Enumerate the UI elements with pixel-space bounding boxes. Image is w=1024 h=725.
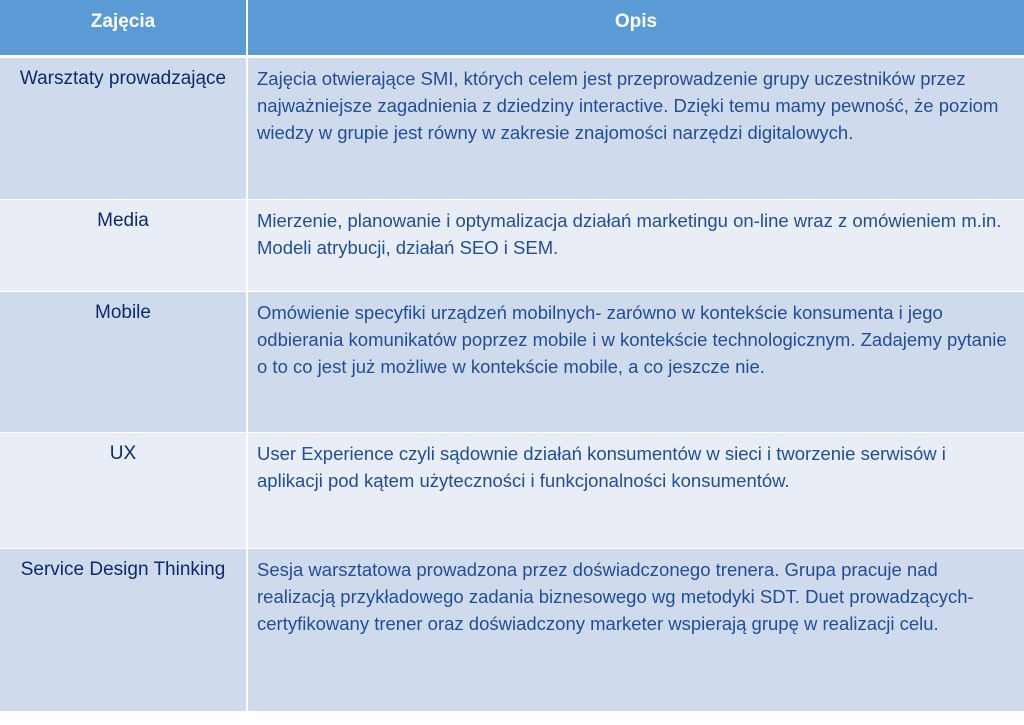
row-desc-mobile: Omówienie specyfiki urządzeń mobilnych- zarówno w kontekście konsumenta i jego odbierania komunikatów poprzez mobile i w kontekście technologicznym. Zadajemy pytanie o to co jest już możliwe w kontekście mobile, a co jeszcze nie. [248, 292, 1024, 433]
row-name-mobile: Mobile [0, 292, 248, 433]
row-desc-media: Mierzenie, planowanie i optymalizacja działań marketingu on-line wraz z omówieniem m.in. Modeli atrybucji, działań SEO i SEM. [248, 200, 1024, 292]
header-zajecia: Zajęcia [0, 0, 248, 58]
row-desc-sdt: Sesja warsztatowa prowadzona przez doświadczonego trenera. Grupa pracuje nad realizacją przykładowego zadania biznesowego wg metodyki SDT. Duet prowadzących-certyfikowany trener oraz doświadczony marketer wspierają grupę w realizacji celu. [248, 549, 1024, 711]
row-name-ux: UX [0, 433, 248, 549]
row-desc-ux: User Experience czyli sądownie działań konsumentów w sieci i tworzenie serwisów i aplikacji pod kątem użyteczności i funkcjonalności konsumentów. [248, 433, 1024, 549]
row-name-sdt: Service Design Thinking [0, 549, 248, 711]
row-name-warsztaty: Warsztaty prowadzające [0, 58, 248, 200]
row-desc-warsztaty: Zajęcia otwierające SMI, których celem jest przeprowadzenie grupy uczestników przez najważniejsze zagadnienia z dziedziny interactive. Dzięki temu mamy pewność, że poziom wiedzy w grupie jest równy w zakresie znajomości narzędzi digitalowych. [248, 58, 1024, 200]
row-name-media: Media [0, 200, 248, 292]
header-opis: Opis [248, 0, 1024, 58]
